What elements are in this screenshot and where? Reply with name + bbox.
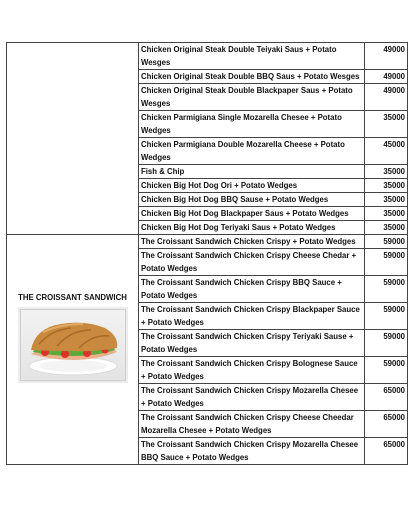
menu-item-name: The Croissant Sandwich Chicken Crispy Blackpaper Sauce + Potato Wedges [139,303,365,330]
menu-item-price: 65000 [365,438,408,465]
menu-item-price: 49000 [365,84,408,111]
menu-item-name: The Croissant Sandwich Chicken Crispy Mozarella Chesee + Potato Wedges [139,384,365,411]
menu-item-name: The Croissant Sandwich Chicken Crispy Bolognese Sauce + Potato Wedges [139,357,365,384]
category-cell-empty [7,43,139,235]
menu-item-name: Chicken Big Hot Dog Teriyaki Saus + Potato Wedges [139,221,365,235]
category-cell-croissant [7,235,139,465]
menu-item-price: 59000 [365,303,408,330]
menu-item-price: 59000 [365,235,408,249]
menu-item-name: The Croissant Sandwich Chicken Crispy Mozarella Chesee BBQ Sauce + Potato Wedges [139,438,365,465]
menu-item-name: The Croissant Sandwich Chicken Crispy Teriyaki Sause + Potato Wedges [139,330,365,357]
table-row [7,43,408,70]
menu-item-price: 35000 [365,221,408,235]
menu-item-name: Chicken Original Steak Double BBQ Saus + Potato Wesges [139,70,365,84]
menu-item-price: 45000 [365,138,408,165]
menu-item-price: 65000 [365,384,408,411]
menu-item-name: The Croissant Sandwich Chicken Crispy + Potato Wedges [139,235,365,249]
menu-item-name: Chicken Parmigiana Single Mozarella Chesee + Potato Wedges [139,111,365,138]
menu-item-price: 35000 [365,207,408,221]
menu-item-price: 65000 [365,411,408,438]
category-title: THE CROISSANT SANDWICH [18,293,127,302]
table-row [7,235,408,249]
menu-item-price: 35000 [365,193,408,207]
menu-item-price: 59000 [365,276,408,303]
menu-item-price: 35000 [365,165,408,179]
menu-item-price: 59000 [365,249,408,276]
menu-item-name: Chicken Big Hot Dog Ori + Potato Wedges [139,179,365,193]
menu-item-price: 35000 [365,179,408,193]
menu-item-price: 49000 [365,43,408,70]
menu-item-price: 49000 [365,70,408,84]
menu-item-name: Chicken Big Hot Dog BBQ Sause + Potato Wedges [139,193,365,207]
menu-item-name: Chicken Parmigiana Double Mozarella Cheese + Potato Wedges [139,138,365,165]
menu-table [6,42,408,465]
croissant-sandwich-image [21,310,125,380]
menu-item-price: 59000 [365,357,408,384]
menu-item-price: 59000 [365,330,408,357]
menu-item-name: Chicken Original Steak Double Teiyaki Saus + Potato Wesges [139,43,365,70]
menu-item-name: The Croissant Sandwich Chicken Crispy Cheese Cheedar Mozarella Chesee + Potato Wedges [139,411,365,438]
croissant-sandwich-photo [21,310,125,380]
menu-item-name: The Croissant Sandwich Chicken Crispy BBQ Sauce + Potato Wedges [139,276,365,303]
menu-item-name: Chicken Original Steak Double Blackpaper Saus + Potato Wesges [139,84,365,111]
menu-item-name: Chicken Big Hot Dog Blackpaper Saus + Potato Wedges [139,207,365,221]
menu-item-name: Fish & Chip [139,165,365,179]
menu-item-price: 35000 [365,111,408,138]
menu-item-name: The Croissant Sandwich Chicken Crispy Cheese Chedar + Potato Wedges [139,249,365,276]
